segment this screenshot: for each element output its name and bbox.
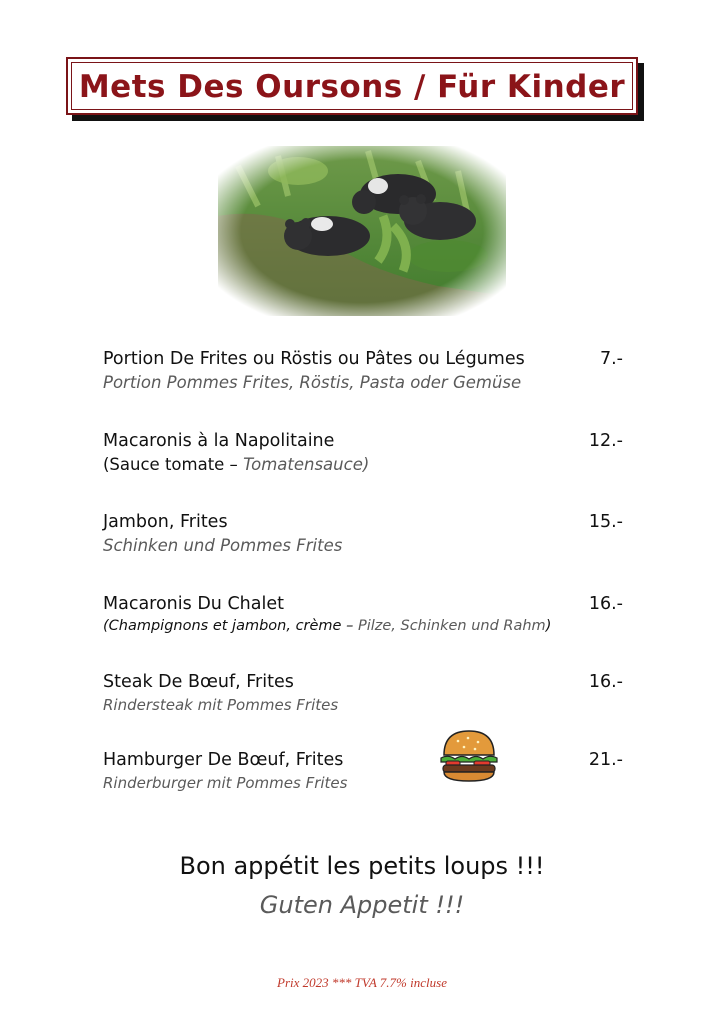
item-description — [103, 455, 623, 474]
item-price: 21.- — [588, 750, 623, 770]
menu-item-portion — [103, 349, 623, 392]
menu-item-steak — [103, 672, 623, 714]
item-description-de: Tomatensauce) — [243, 455, 370, 474]
item-name-de: Schinken und Pommes Frites — [103, 536, 343, 555]
item-description-fr: (Sauce tomate – — [103, 455, 244, 474]
item-name-fr: Macaronis à la Napolitaine — [103, 431, 335, 451]
item-price: 16.- — [588, 672, 623, 692]
bear-cubs-photo — [218, 146, 506, 316]
item-price: 15.- — [588, 512, 623, 532]
menu-item-jambon-frites — [103, 512, 623, 555]
item-description-fr: (Champignons et jambon, crème – — [103, 618, 358, 634]
item-description — [103, 618, 623, 634]
item-price: 12.- — [588, 431, 623, 451]
closing-message-fr: Bon appétit les petits loups !!! — [179, 852, 545, 880]
item-name-fr: Jambon, Frites — [103, 512, 228, 532]
item-name-de: Portion Pommes Frites, Röstis, Pasta oder Gemüse — [103, 373, 522, 392]
item-name-fr: Macaronis Du Chalet — [103, 594, 284, 614]
hamburger-icon — [438, 729, 500, 783]
item-price: 16.- — [588, 594, 623, 614]
price-footer: Prix 2023 *** TVA 7.7% incluse — [277, 975, 447, 990]
item-name-fr: Portion De Frites ou Röstis ou Pâtes ou Légumes — [103, 349, 525, 369]
closing-message-de: Guten Appetit !!! — [259, 891, 465, 919]
item-name-de: Rinderburger mit Pommes Frites — [103, 774, 348, 792]
item-name-fr: Steak De Bœuf, Frites — [103, 672, 294, 692]
item-price: 7.- — [599, 349, 623, 369]
item-description-de: Pilze, Schinken und Rahm — [357, 618, 546, 634]
item-name-fr: Hamburger De Bœuf, Frites — [103, 750, 344, 770]
item-description-end: ) — [545, 618, 552, 634]
page-title: Mets Des Oursons / Für Kinder — [78, 69, 626, 105]
item-name-de: Rindersteak mit Pommes Frites — [103, 696, 339, 714]
menu-item-hamburger — [103, 750, 623, 792]
menu-item-macaronis-napolitaine — [103, 431, 623, 474]
menu-item-macaronis-chalet — [103, 594, 623, 634]
title-frame — [66, 57, 638, 115]
